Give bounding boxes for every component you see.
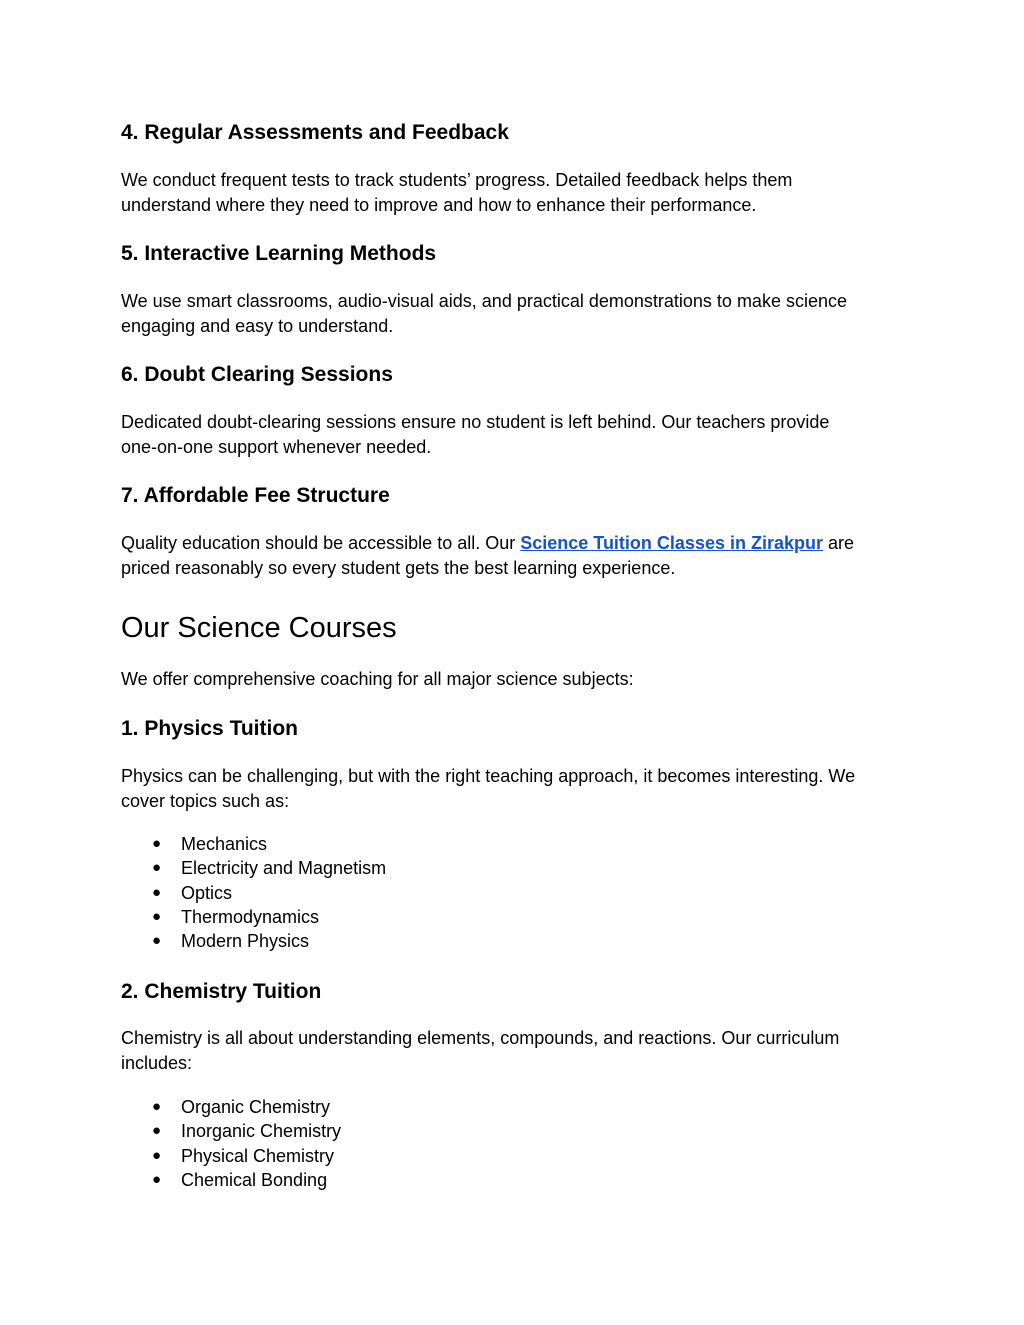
list-item-label: Modern Physics <box>181 931 310 952</box>
list-item <box>121 881 386 905</box>
course-heading-physics: 1. Physics Tuition <box>121 717 298 740</box>
paragraph-line: Dedicated doubt-clearing sessions ensure no student is left behind. Our teachers provide <box>121 412 830 432</box>
paragraph-line: cover topics such as: <box>121 790 290 811</box>
bullet: ● <box>152 1122 162 1140</box>
section-heading-affordable-fee: 7. Affordable Fee Structure <box>121 484 390 507</box>
paragraph-doubt-clearing <box>121 410 829 459</box>
bullet: ● <box>152 932 162 950</box>
list-item <box>121 1095 341 1119</box>
paragraph-physics <box>121 764 855 813</box>
list-item <box>121 832 386 856</box>
courses-intro: We offer comprehensive coaching for all major science subjects: <box>121 669 634 689</box>
paragraph-text: are <box>823 533 855 553</box>
list-item-label: Inorganic Chemistry <box>181 1121 342 1142</box>
paragraph-line: priced reasonably so every student gets the best learning experience. <box>121 557 676 578</box>
list-item-label: Thermodynamics <box>181 906 320 927</box>
list-item-label: Electricity and Magnetism <box>181 858 387 879</box>
section-heading-interactive-learning: 5. Interactive Learning Methods <box>121 242 437 265</box>
bullet: ● <box>152 907 162 925</box>
paragraph-chemistry <box>121 1026 839 1075</box>
courses-title: Our Science Courses <box>121 612 397 644</box>
physics-topics-list <box>121 832 386 953</box>
paragraph-interactive-learning <box>121 289 847 338</box>
bullet: ● <box>152 1146 162 1164</box>
list-item <box>121 929 386 953</box>
paragraph-line: understand where they need to improve and how to enhance their performance. <box>121 194 757 215</box>
paragraph-line: Physics can be challenging, but with the right teaching approach, it becomes interesting. We <box>121 766 856 786</box>
list-item-label: Mechanics <box>181 834 268 854</box>
bullet: ● <box>152 1170 162 1188</box>
bullet: ● <box>152 1098 162 1115</box>
paragraph-line: engaging and easy to understand. <box>121 315 394 336</box>
list-item-label: Organic Chemistry <box>181 1097 331 1117</box>
course-heading-chemistry: 2. Chemistry Tuition <box>121 980 322 1003</box>
list-item <box>121 1144 341 1168</box>
list-item-label: Chemical Bonding <box>181 1169 328 1190</box>
paragraph-assessments <box>121 168 792 217</box>
paragraph-affordable-fee <box>121 531 854 580</box>
paragraph-line: one-on-one support whenever needed. <box>121 436 432 457</box>
bullet: ● <box>152 835 162 852</box>
paragraph-line: We conduct frequent tests to track students’ progress. Detailed feedback helps them <box>121 170 793 190</box>
bullet: ● <box>152 859 162 877</box>
section-heading-assessments: 4. Regular Assessments and Feedback <box>121 121 509 144</box>
list-item <box>121 1168 341 1192</box>
paragraph-text: Quality education should be accessible to all. Our <box>121 533 521 553</box>
section-heading-doubt-clearing: 6. Doubt Clearing Sessions <box>121 363 393 386</box>
list-item-label: Optics <box>181 882 233 903</box>
paragraph-line: includes: <box>121 1052 193 1073</box>
paragraph-line: Chemistry is all about understanding elements, compounds, and reactions. Our curriculum <box>121 1028 840 1048</box>
science-tuition-link[interactable]: Science Tuition Classes in Zirakpur <box>520 533 823 553</box>
list-item <box>121 856 386 880</box>
list-item-label: Physical Chemistry <box>181 1145 335 1166</box>
chemistry-topics-list <box>121 1095 341 1192</box>
bullet: ● <box>152 883 162 901</box>
paragraph-line: We use smart classrooms, audio-visual aids, and practical demonstrations to make science <box>121 291 847 311</box>
list-item <box>121 905 386 929</box>
list-item <box>121 1119 341 1143</box>
